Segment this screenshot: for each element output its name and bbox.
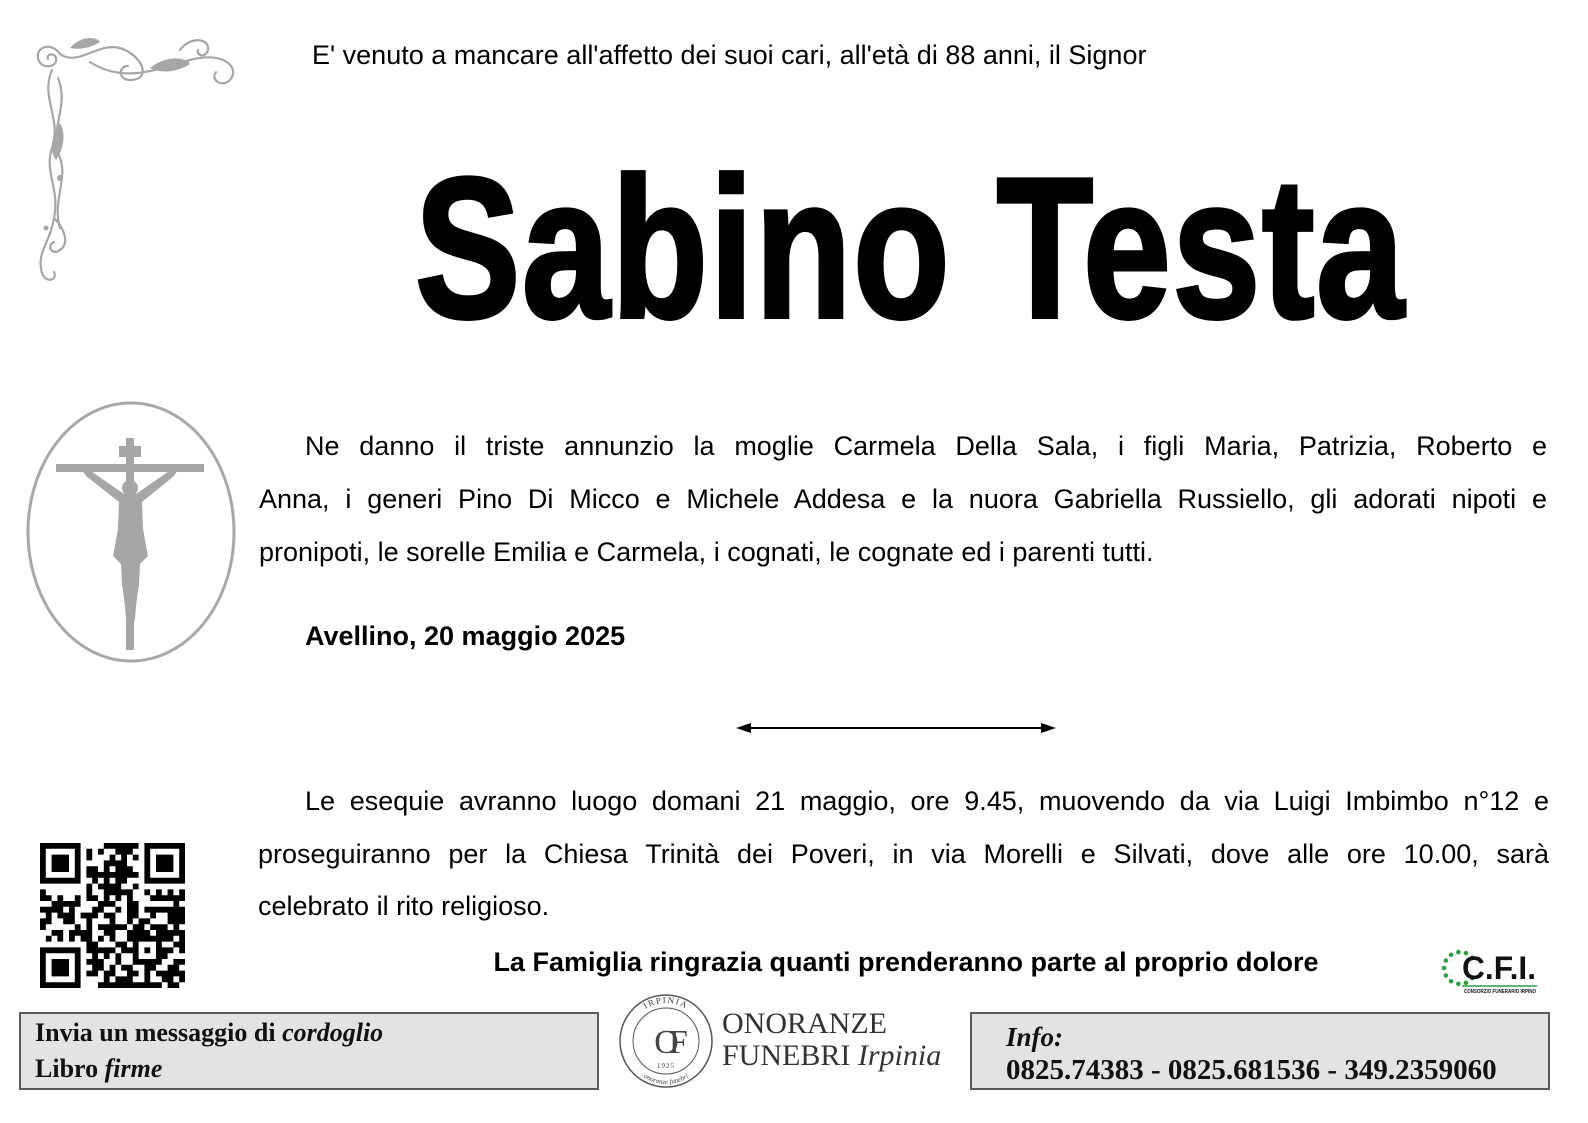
emblem-monogram: OF [654,1024,678,1061]
agency-name-funebri: FUNEBRI [722,1039,851,1072]
corner-flourish-side [41,70,66,280]
cfi-dot [1444,973,1449,978]
cfi-dot [1442,966,1447,971]
cfi-dot [1456,982,1461,987]
crucifix-icon [22,398,240,666]
cfi-caption: CONSORZIO FUNERARIO IRPINO [1464,989,1537,995]
cfi-dot [1444,958,1449,963]
christ-figure [82,469,178,624]
funeral-line: celebrato il rito religioso. [258,891,550,921]
announcement-paragraph [259,420,1547,579]
info-box [970,1012,1550,1090]
condolence-prefix: Invia un messaggio di [35,1018,276,1047]
emblem-top-text: IRPINIA [641,994,691,1011]
funeral-line: Le esequie avranno luogo domani 21 maggio, ore 9.45, muovendo da via Luigi Imbimbo n°12 e [305,786,1549,816]
cfi-dot [1449,979,1454,984]
cfi-logo [1440,946,1540,998]
condolence-box [19,1012,599,1090]
guestbook-emphasis: firme [104,1054,163,1083]
corner-flourish-icon [30,28,245,286]
agency-emblem [616,990,716,1092]
guestbook-prefix: Libro [35,1054,99,1083]
condolence-emphasis: cordoglio [282,1018,384,1047]
emblem-bottom-text: onoranze funebri [642,1071,690,1087]
deceased-name: Sabino Testa [415,137,1406,360]
condolence-message-link[interactable] [35,1015,383,1051]
cfi-dot [1449,952,1454,957]
funeral-details-paragraph [258,775,1549,933]
qr-code-icon [40,843,185,988]
funeral-line: proseguiranno per la Chiesa Trinità dei Poveri, in via Morelli e Silvati, dove alle ore 10.00, sarà [258,838,1549,869]
announcement-line: Anna, i generi Pino Di Micco e Michele Addesa e la nuora Gabriella Russiello, gli adorati nipoti e [259,484,1547,514]
announcement-line: pronipoti, le sorelle Emilia e Carmela, i cognati, le cognate ed i parenti tutti. [259,537,1154,567]
cfi-dot [1456,950,1461,955]
family-thanks: La Famiglia ringrazia quanti prenderanno parte al proprio dolore [493,947,1319,977]
agency-name-line2 [722,1040,941,1072]
emblem-year: 1925 [657,1062,675,1070]
agency-name-line1: ONORANZE [722,1007,887,1040]
announcement-line: Ne danno il triste annunzio la moglie Carmela Della Sala, i figli Maria, Patrizia, Roberto e [305,431,1547,461]
guestbook-link[interactable] [35,1051,162,1087]
cfi-acronym: C.F.I. [1462,950,1536,986]
info-label: Info: [1006,1022,1064,1052]
double-arrow-icon [736,718,1056,738]
agency-name-irpinia: Irpinia [857,1039,942,1072]
intro-line: E' venuto a mancare all'affetto dei suoi cari, all'età di 88 anni, il Signor [312,40,1147,70]
corner-flourish-top [38,38,233,83]
place-date: Avellino, 20 maggio 2025 [305,621,626,651]
info-phone-numbers: 0825.74383 - 0825.681536 - 349.2359060 [1006,1054,1497,1086]
